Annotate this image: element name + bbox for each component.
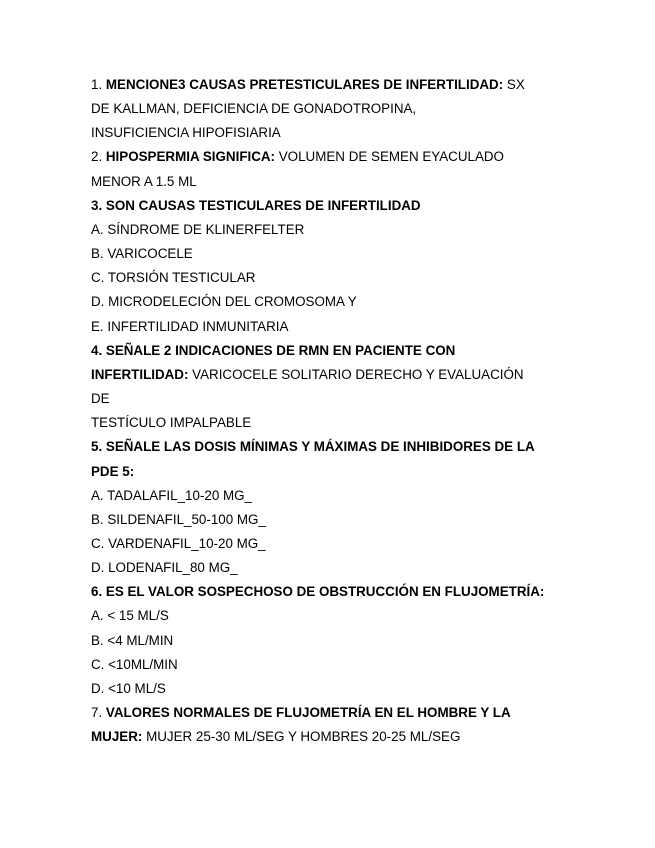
- text-line: [91, 170, 631, 194]
- answer-option: A. TADALAFIL_10-20 MG_: [91, 487, 253, 503]
- answer-text: MENOR A 1.5 ML: [91, 173, 197, 189]
- question-heading: MUJER:: [91, 729, 143, 745]
- answer-option: D. <10 ML/S: [91, 680, 166, 696]
- question-heading: HIPOSPERMIA SIGNIFICA:: [105, 149, 276, 165]
- answer-text: MUJER 25-30 ML/SEG Y HOMBRES 20-25 ML/SEG: [142, 729, 461, 745]
- text-line: [91, 194, 631, 218]
- text-line: [91, 580, 631, 604]
- question-number: 1.: [91, 77, 106, 92]
- document-body: [91, 73, 631, 749]
- text-line: [91, 460, 631, 484]
- text-line: [91, 532, 631, 556]
- answer-option: D. MICRODELECIÓN DEL CROMOSOMA Y: [91, 294, 357, 310]
- question-heading: INFERTILIDAD:: [91, 366, 189, 382]
- question-number: 7.: [91, 705, 106, 721]
- answer-option: A. SÍNDROME DE KLINERFELTER: [91, 221, 305, 237]
- answer-text: VARICOCELE SOLITARIO DERECHO Y EVALUACIÓN: [188, 366, 524, 382]
- text-line: [91, 629, 631, 653]
- answer-option: C. TORSIÓN TESTICULAR: [91, 270, 256, 286]
- text-line: [91, 701, 631, 725]
- answer-option: D. LODENAFIL_80 MG_: [91, 560, 238, 576]
- text-line: [91, 145, 631, 169]
- answer-option: C. VARDENAFIL_10-20 MG_: [91, 535, 266, 551]
- text-line: [91, 653, 631, 677]
- question-heading: 5. SEÑALE LAS DOSIS MÍNIMAS Y MÁXIMAS DE INHIBIDORES DE LA: [91, 439, 535, 455]
- text-line: [91, 97, 631, 121]
- text-line: [91, 315, 631, 339]
- answer-option: A. < 15 ML/S: [91, 608, 169, 624]
- text-line: [91, 73, 631, 97]
- text-line: [91, 556, 631, 580]
- question-heading: PDE 5:: [91, 463, 135, 479]
- answer-option: C. <10ML/MIN: [91, 656, 178, 672]
- text-line: [91, 290, 631, 314]
- question-heading: 4. SEÑALE 2 INDICACIONES DE RMN EN PACIENTE CON: [91, 342, 456, 358]
- answer-text: DE KALLMAN, DEFICIENCIA DE GONADOTROPINA,: [91, 101, 417, 117]
- answer-text: TESTÍCULO IMPALPABLE: [91, 415, 252, 431]
- text-line: [91, 121, 631, 145]
- text-line: [91, 677, 631, 701]
- answer-option: B. SILDENAFIL_50-100 MG_: [91, 511, 266, 527]
- text-line: [91, 339, 631, 363]
- answer-text: VOLUMEN DE SEMEN EYACULADO: [275, 149, 504, 165]
- question-heading: 3. SON CAUSAS TESTICULARES DE INFERTILIDAD: [91, 197, 421, 213]
- text-line: [91, 242, 631, 266]
- text-line: [91, 604, 631, 628]
- answer-text: DE: [91, 391, 110, 407]
- question-number: 2.: [91, 149, 106, 165]
- text-line: [91, 435, 631, 459]
- text-line: [91, 387, 631, 411]
- text-line: [91, 411, 631, 435]
- answer-option: B. VARICOCELE: [91, 246, 193, 262]
- question-heading: 6. ES EL VALOR SOSPECHOSO DE OBSTRUCCIÓN EN FLUJOMETRÍA:: [91, 584, 545, 600]
- answer-option: E. INFERTILIDAD INMUNITARIA: [91, 318, 289, 334]
- text-line: [91, 484, 631, 508]
- answer-text: INSUFICIENCIA HIPOFISIARIA: [91, 125, 281, 141]
- answer-text: SX: [503, 77, 525, 92]
- question-heading: MENCIONE3 CAUSAS PRETESTICULARES DE INFERTILIDAD:: [105, 77, 504, 92]
- text-line: [91, 218, 631, 242]
- text-line: [91, 725, 631, 749]
- question-heading: VALORES NORMALES DE FLUJOMETRÍA EN EL HOMBRE Y LA: [105, 705, 511, 721]
- text-line: [91, 508, 631, 532]
- text-line: [91, 363, 631, 387]
- answer-option: B. <4 ML/MIN: [91, 632, 174, 648]
- text-line: [91, 266, 631, 290]
